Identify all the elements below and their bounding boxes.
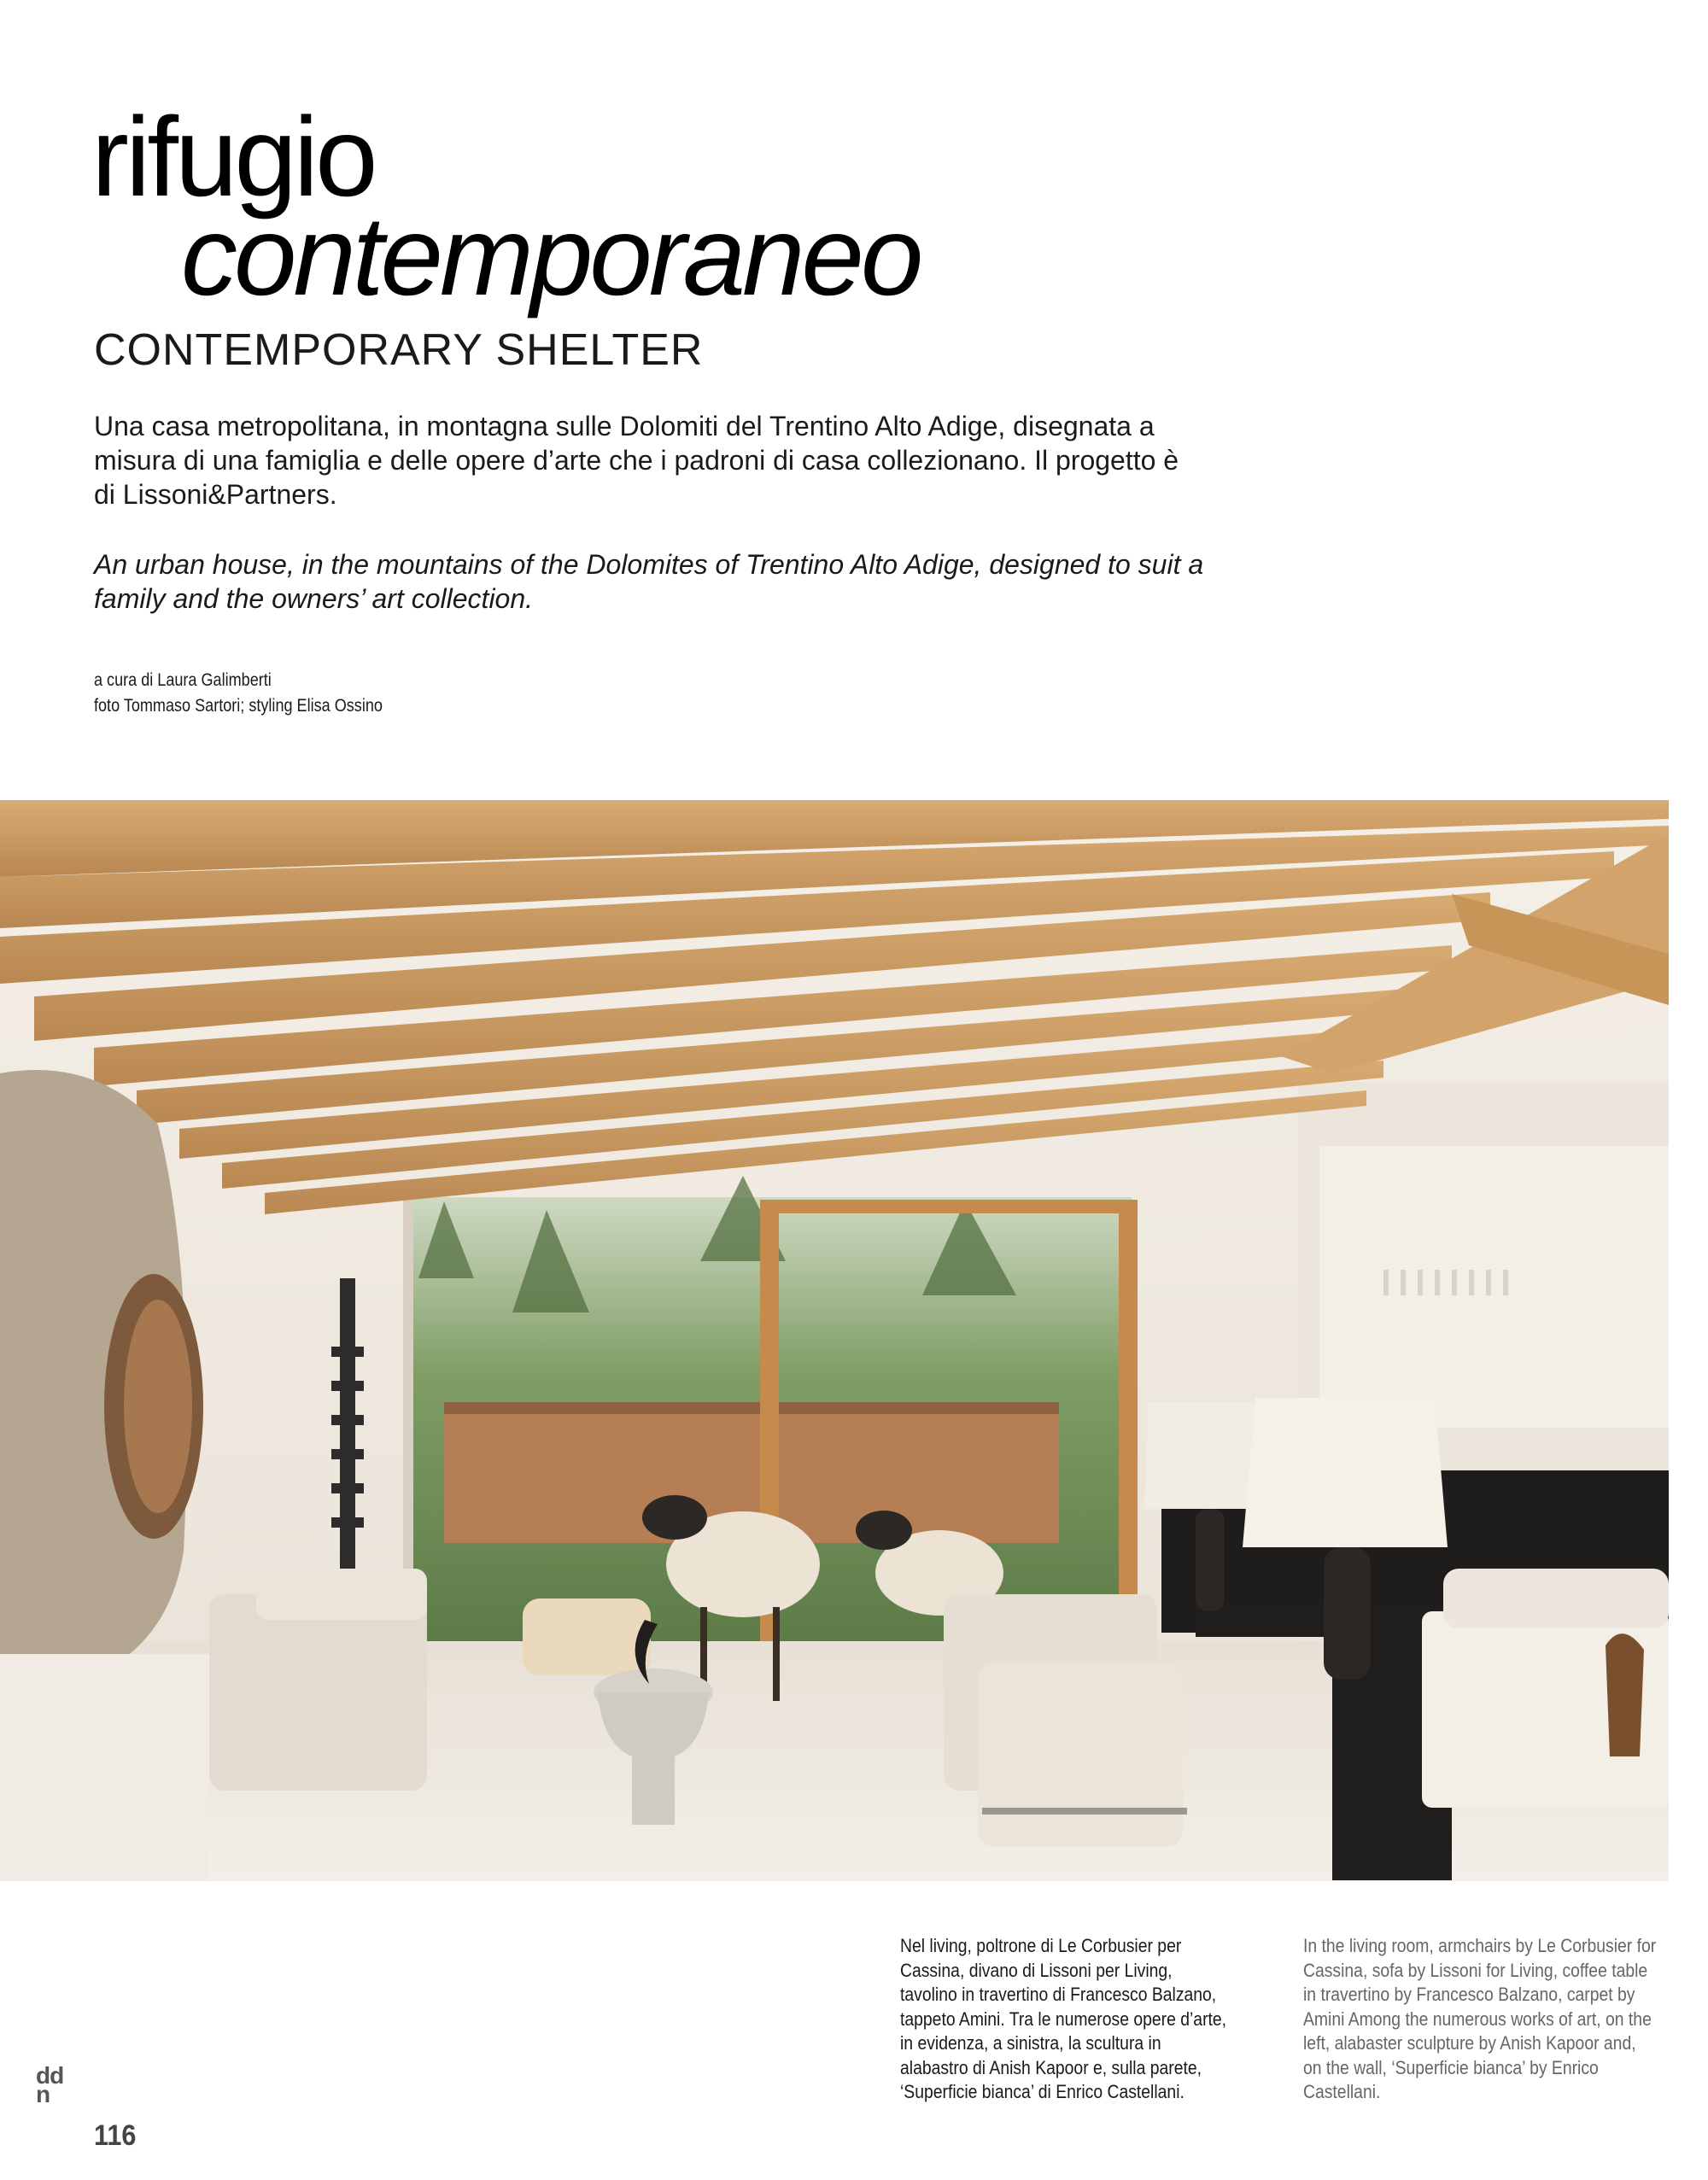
credits: [94, 668, 383, 719]
magazine-logo-line1: dd: [36, 2062, 64, 2089]
page-number: 116: [94, 2119, 137, 2152]
credit-photo-styling: foto Tommaso Sartori; styling Elisa Ossino: [94, 696, 383, 716]
intro-english: An urban house, in the mountains of the Dolomites of Trentino Alto Adige, designed to suit a family and the owners’ art collection.: [94, 549, 1204, 614]
article-title-line1: rifugio: [91, 94, 375, 219]
magazine-logo-line2: n: [36, 2081, 50, 2107]
intro-italian: Una casa metropolitana, in montagna sulle Dolomiti del Trentino Alto Adige, disegnata a misura di una famiglia e delle opere d’arte che i padroni di casa collezionano. Il progetto è di Lissoni&Partners.: [94, 411, 1179, 510]
magazine-logo: [36, 2062, 64, 2107]
photo-caption-english: In the living room, armchairs by Le Corbusier for Cassina, sofa by Lissoni for Living, coffee table in travertino by Francesco Balzano, carpet by Amini Among the numerous works of art, on the left, alabaster sculpture by Anish Kapoor and, on the wall, ‘Superficie bianca’ by Enrico Castellani.: [1303, 1935, 1657, 2102]
article-title-line2: contemporaneo: [181, 193, 921, 319]
photo-caption-italian: Nel living, poltrone di Le Corbusier per Cassina, divano di Lissoni per Living, tavolino in travertino di Francesco Balzano, tappeto Amini. Tra le numerose opere d’arte, in evidenza, a sinistra, la scultura in alabastro di Anish Kapoor e, sulla parete, ‘Superficie bianca’ di Enrico Castellani.: [900, 1935, 1227, 2102]
living-room-photo: [0, 800, 1669, 1881]
article-title-english: CONTEMPORARY SHELTER: [94, 325, 704, 375]
credit-editor: a cura di Laura Galimberti: [94, 670, 272, 690]
